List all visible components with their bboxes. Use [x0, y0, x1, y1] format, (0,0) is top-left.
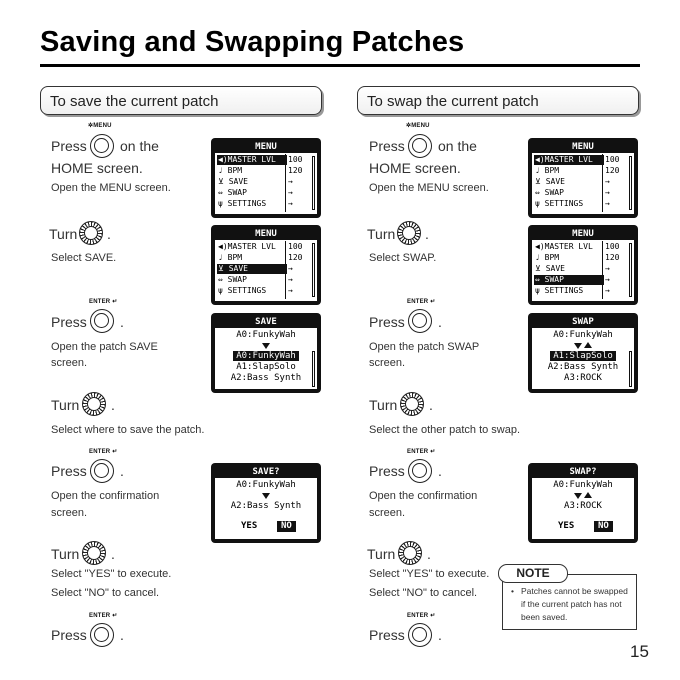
from-patch: A0:FunkyWah: [553, 480, 613, 490]
menu-row: ψ SETTINGS →: [535, 286, 610, 295]
no-option: NO: [594, 521, 613, 532]
step3-desc1: Open the patch SWAP: [369, 341, 480, 353]
step2-desc: Select SAVE.: [51, 252, 117, 264]
step4-desc: Select where to save the patch.: [51, 424, 205, 436]
step3-desc2: screen.: [51, 357, 88, 369]
lcd-title: MENU: [215, 142, 317, 153]
enter-knob-icon: [90, 309, 114, 333]
step1-after: on the: [120, 138, 159, 154]
lcd-title: SWAP: [532, 317, 634, 328]
step3-desc1: Open the patch SAVE: [51, 341, 158, 353]
step3-action: Press: [369, 314, 405, 330]
arrow-down-icon: [262, 493, 270, 499]
step2-after: .: [425, 226, 429, 242]
patch-row: A1:SlapSolo: [236, 362, 296, 372]
step1-desc: Open the MENU screen.: [369, 182, 489, 194]
step1-desc: Open the MENU screen.: [51, 182, 171, 194]
current-patch: A0:FunkyWah: [236, 330, 296, 340]
enter-knob-icon: [90, 623, 114, 647]
step5-desc2: screen.: [369, 507, 406, 519]
step2-action: Turn: [49, 226, 78, 242]
lcd-swap-confirm-screen: [528, 463, 638, 543]
lcd-title: MENU: [532, 229, 634, 240]
menu-row: ⊻ SAVE →: [535, 264, 610, 273]
arrow-up-icon: [584, 342, 592, 348]
menu-row: ◀)MASTER LVL 100: [535, 155, 620, 164]
menu-row: ♩ BPM 120: [218, 253, 303, 262]
step6-desc1: Select "YES" to execute.: [369, 568, 490, 580]
patch-row: A0:FunkyWah: [215, 351, 317, 362]
patch-row: A1:SlapSolo: [532, 351, 634, 362]
step6-action: Turn: [367, 546, 396, 562]
menu-row: ⇔ SWAP →: [535, 188, 610, 197]
turn-dial-icon: [82, 392, 106, 416]
menu-row: ψ SETTINGS →: [218, 286, 293, 295]
from-patch: A0:FunkyWah: [236, 480, 296, 490]
lcd-title: MENU: [215, 229, 317, 240]
page-number: 15: [630, 642, 649, 661]
step4-action: Turn: [51, 397, 80, 413]
step7-action: Press: [369, 627, 405, 643]
arrow-down-icon: [262, 343, 270, 349]
menu-row: ◀)MASTER LVL 100: [218, 155, 303, 164]
patch-row: A2:Bass Synth: [547, 362, 619, 372]
yes-option: YES: [558, 521, 575, 531]
step6-action: Turn: [51, 546, 80, 562]
menu-row: ⇔ SWAP →: [535, 275, 610, 284]
current-patch: A0:FunkyWah: [553, 330, 613, 340]
yes-option: YES: [241, 521, 258, 531]
step1-line2: HOME screen.: [369, 160, 461, 176]
note-line: if the current patch has not: [521, 599, 622, 609]
step5-desc2: screen.: [51, 507, 88, 519]
patch-row: A3:ROCK: [564, 373, 602, 383]
no-option: NO: [277, 521, 296, 532]
step5-after: .: [438, 463, 442, 479]
enter-button-label: ENTER ↵: [407, 299, 436, 305]
enter-knob-icon: [90, 459, 114, 483]
note-bullet: •: [511, 586, 514, 596]
menu-row: ⊻ SAVE →: [535, 177, 610, 186]
step3-after: .: [120, 314, 124, 330]
menu-row: ⇔ SWAP →: [218, 275, 293, 284]
menu-row: ψ SETTINGS →: [218, 199, 293, 208]
menu-row: ♩ BPM 120: [218, 166, 303, 175]
arrow-down-icon: [574, 343, 582, 349]
lcd-title: MENU: [532, 142, 634, 153]
lcd-menu-save-screen: [211, 225, 321, 305]
step4-desc: Select the other patch to swap.: [369, 424, 521, 436]
menu-button-label: ✲MENU: [88, 123, 112, 129]
step2-action: Turn: [367, 226, 396, 242]
menu-row: ◀)MASTER LVL 100: [535, 242, 620, 251]
menu-row: ⊻ SAVE →: [218, 177, 293, 186]
swap-section-heading: To swap the current patch: [357, 86, 639, 115]
arrow-up-icon: [584, 492, 592, 498]
step4-after: .: [111, 397, 115, 413]
lcd-save-screen: [211, 313, 321, 393]
step2-after: .: [107, 226, 111, 242]
step6-desc2: Select "NO" to cancel.: [369, 587, 478, 599]
lcd-menu-swap-screen: [528, 225, 638, 305]
enter-knob-icon: [408, 623, 432, 647]
to-patch: A3:ROCK: [564, 501, 602, 511]
step6-after: .: [427, 546, 431, 562]
note-line: Patches cannot be swapped: [521, 586, 628, 596]
lcd-menu-screen: [211, 138, 321, 218]
page-title: Saving and Swapping Patches: [40, 26, 465, 58]
turn-dial-icon: [82, 541, 106, 565]
step6-after: .: [111, 546, 115, 562]
menu-row: ψ SETTINGS →: [535, 199, 610, 208]
step6-desc2: Select "NO" to cancel.: [51, 587, 160, 599]
note-badge: NOTE: [498, 564, 568, 583]
title-rule: [40, 64, 640, 67]
enter-button-label: ENTER ↵: [407, 613, 436, 619]
step5-after: .: [120, 463, 124, 479]
menu-knob-icon: [408, 134, 432, 158]
step1-after: on the: [438, 138, 477, 154]
lcd-title: SAVE: [215, 317, 317, 328]
step5-action: Press: [369, 463, 405, 479]
arrow-down-icon: [574, 493, 582, 499]
menu-row: ⊻ SAVE →: [218, 264, 293, 273]
lcd-swap-screen: [528, 313, 638, 393]
step7-after: .: [438, 627, 442, 643]
step3-after: .: [438, 314, 442, 330]
turn-dial-icon: [397, 221, 421, 245]
enter-button-label: ENTER ↵: [89, 299, 118, 305]
step3-action: Press: [51, 314, 87, 330]
step7-after: .: [120, 627, 124, 643]
lcd-menu-screen: [528, 138, 638, 218]
enter-button-label: ENTER ↵: [89, 449, 118, 455]
enter-button-label: ENTER ↵: [407, 449, 436, 455]
step6-desc1: Select "YES" to execute.: [51, 568, 172, 580]
lcd-title: SWAP?: [532, 467, 634, 478]
lcd-title: SAVE?: [215, 467, 317, 478]
save-section-heading: To save the current patch: [40, 86, 322, 115]
step1-action: Press: [369, 138, 405, 154]
step5-action: Press: [51, 463, 87, 479]
step3-desc2: screen.: [369, 357, 406, 369]
step7-action: Press: [51, 627, 87, 643]
step5-desc1: Open the confirmation: [51, 490, 160, 502]
enter-knob-icon: [408, 459, 432, 483]
step4-after: .: [429, 397, 433, 413]
menu-row: ⇔ SWAP →: [218, 188, 293, 197]
enter-button-label: ENTER ↵: [89, 613, 118, 619]
menu-row: ◀)MASTER LVL 100: [218, 242, 303, 251]
step5-desc1: Open the confirmation: [369, 490, 478, 502]
step2-desc: Select SWAP.: [369, 252, 437, 264]
menu-knob-icon: [90, 134, 114, 158]
turn-dial-icon: [400, 392, 424, 416]
to-patch: A2:Bass Synth: [230, 501, 302, 511]
step1-action: Press: [51, 138, 87, 154]
note-line: been saved.: [521, 612, 568, 622]
turn-dial-icon: [398, 541, 422, 565]
step1-line2: HOME screen.: [51, 160, 143, 176]
lcd-save-confirm-screen: [211, 463, 321, 543]
turn-dial-icon: [79, 221, 103, 245]
step4-action: Turn: [369, 397, 398, 413]
menu-row: ♩ BPM 120: [535, 253, 620, 262]
patch-row: A2:Bass Synth: [230, 373, 302, 383]
menu-row: ♩ BPM 120: [535, 166, 620, 175]
menu-button-label: ✲MENU: [406, 123, 430, 129]
enter-knob-icon: [408, 309, 432, 333]
